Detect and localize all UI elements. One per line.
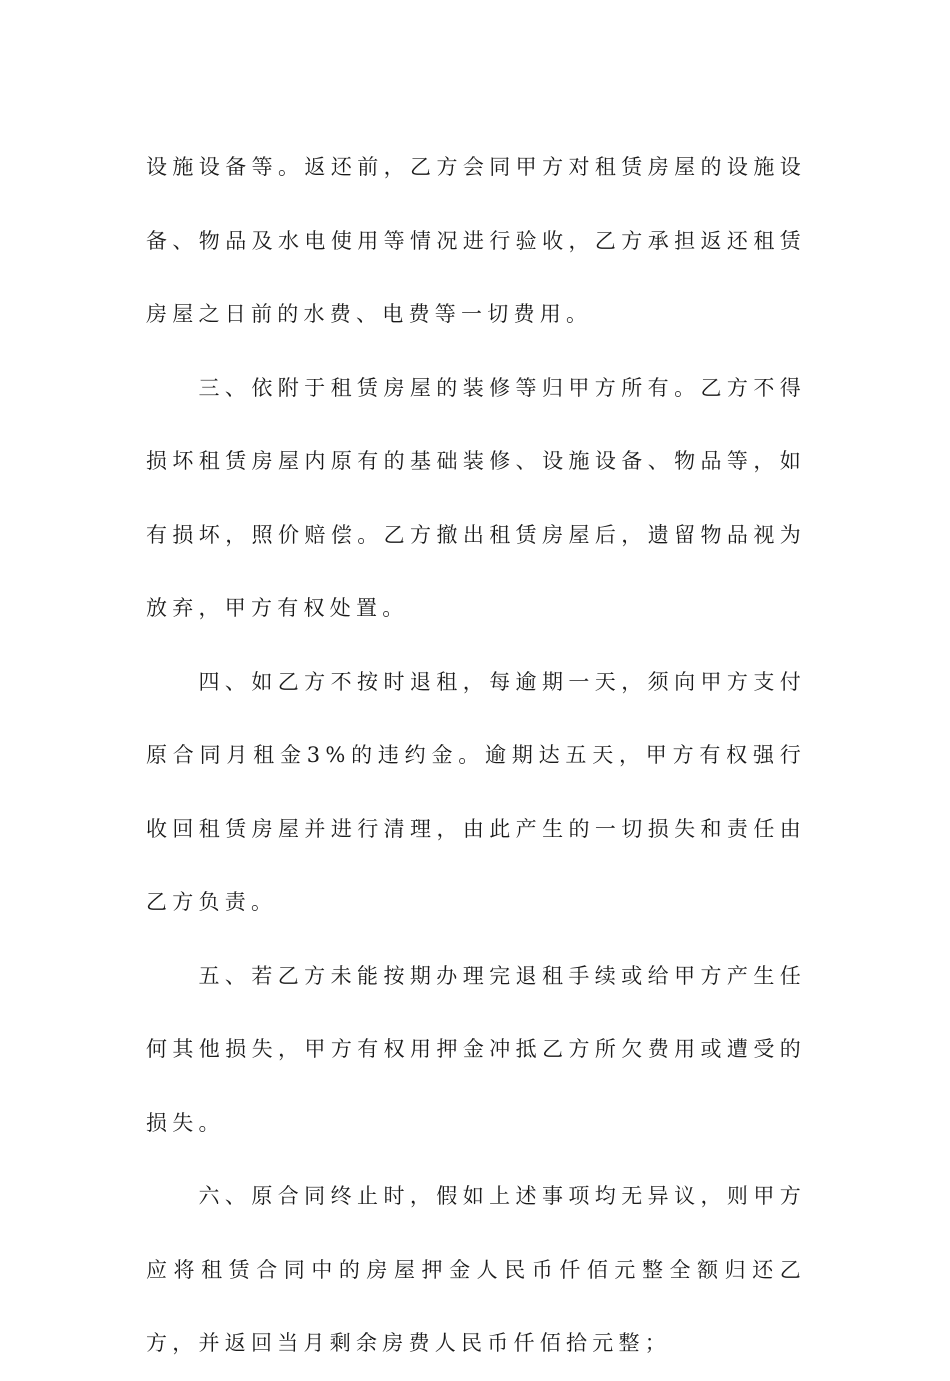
paragraph-clause-6: 六、原合同终止时，假如上述事项均无异议，则甲方应将租赁合同中的房屋押金人民币仟佰元整全额归还乙方，并返回当月剩余房费人民币仟佰拾元整；: [146, 1184, 806, 1355]
paragraph-continuation: 设施设备等。返还前，乙方会同甲方对租赁房屋的设施设备、物品及水电使用等情况进行验收，乙方承担返还租赁房屋之日前的水费、电费等一切费用。: [146, 155, 806, 326]
paragraph-clause-4: 四、如乙方不按时退租，每逾期一天，须向甲方支付原合同月租金3%的违约金。逾期达五天，甲方有权强行收回租赁房屋并进行清理，由此产生的一切损失和责任由乙方负责。: [146, 669, 806, 914]
paragraph-clause-5: 五、若乙方未能按期办理完退租手续或给甲方产生任何其他损失，甲方有权用押金冲抵乙方所欠费用或遭受的损失。: [146, 963, 806, 1135]
document-body: [146, 131, 806, 1381]
paragraph-clause-3: 三、依附于租赁房屋的装修等归甲方所有。乙方不得损坏租赁房屋内原有的基础装修、设施设备、物品等，如有损坏，照价赔偿。乙方撤出租赁房屋后，遗留物品视为放弃，甲方有权处置。: [146, 375, 806, 620]
